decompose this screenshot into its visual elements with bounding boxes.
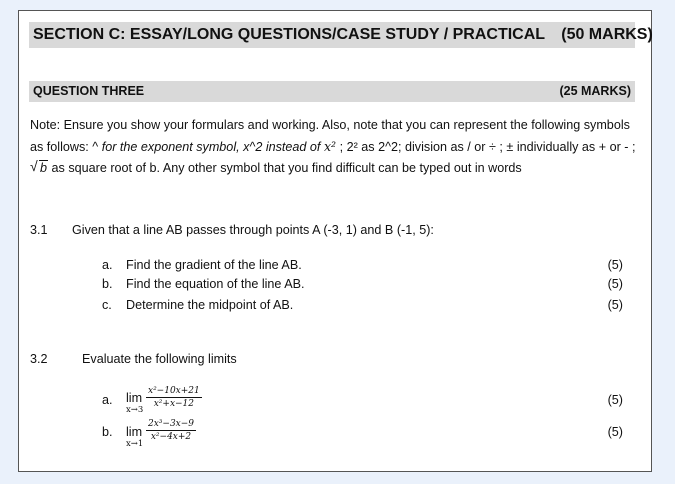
q32a-lim-sub: x→3 [126, 405, 144, 415]
q32-number: 3.2 [30, 352, 48, 366]
q31a-letter: a. [102, 258, 113, 272]
section-title: SECTION C: ESSAY/LONG QUESTIONS/CASE STUDY / PRACTICAL [33, 26, 545, 43]
q32a-denominator: x²+x−12 [153, 399, 195, 409]
note-x-squared: x² [323, 139, 337, 154]
q32b-lim-sub: x→1 [126, 439, 144, 449]
q32b-fraction [146, 419, 196, 442]
sqrt-radicand: b [40, 161, 48, 175]
section-header [29, 22, 653, 48]
note-part1: Note: Ensure you show your formulars and working. Also, note that you can represent the following symbols as follows: ^ [30, 118, 630, 154]
q31c-text: Determine the midpoint of AB. [126, 298, 294, 312]
q32a-marks: (5) [607, 393, 623, 407]
q31c-marks: (5) [607, 298, 623, 312]
q31b-marks: (5) [607, 277, 623, 291]
q31-number: 3.1 [30, 223, 48, 237]
q31a-marks: (5) [607, 258, 623, 272]
note-part3: as square root of b. Any other symbol that you find difficult can be typed out in words [48, 161, 522, 175]
q31a-text: Find the gradient of the line AB. [126, 258, 302, 272]
q32a-fraction [146, 386, 202, 409]
q32b-lim-word: lim [126, 425, 143, 439]
question-title: QUESTION THREE [33, 84, 145, 98]
note-part2: ; 2² as 2^2; division as / or ÷ ; ± individually as + or - ; [336, 140, 636, 154]
q32b-marks: (5) [607, 425, 623, 439]
note-italic: for the exponent symbol, x^2 instead of [101, 140, 324, 154]
q32b-numerator: 2x³−3x−9 [148, 419, 195, 429]
question-marks: (25 MARKS) [559, 84, 631, 98]
q32a-numerator: x²−10x+21 [148, 386, 200, 396]
exam-page [18, 10, 652, 472]
question-header [29, 81, 635, 102]
q32-text: Evaluate the following limits [82, 352, 237, 366]
sqrt-symbol: √ b [30, 158, 48, 175]
q31-text: Given that a line AB passes through points A (-3, 1) and B (-1, 5): [72, 223, 434, 237]
q32b-denominator: x²−4x+2 [150, 432, 192, 442]
q31b-text: Find the equation of the line AB. [126, 277, 305, 291]
q31c-letter: c. [102, 298, 112, 312]
instructions-note [30, 115, 636, 179]
q31b-letter: b. [102, 277, 113, 291]
q32b-letter: b. [102, 425, 113, 439]
section-marks: (50 MARKS) [561, 26, 653, 43]
q32a-lim-word: lim [126, 391, 143, 405]
q32a-letter: a. [102, 393, 113, 407]
